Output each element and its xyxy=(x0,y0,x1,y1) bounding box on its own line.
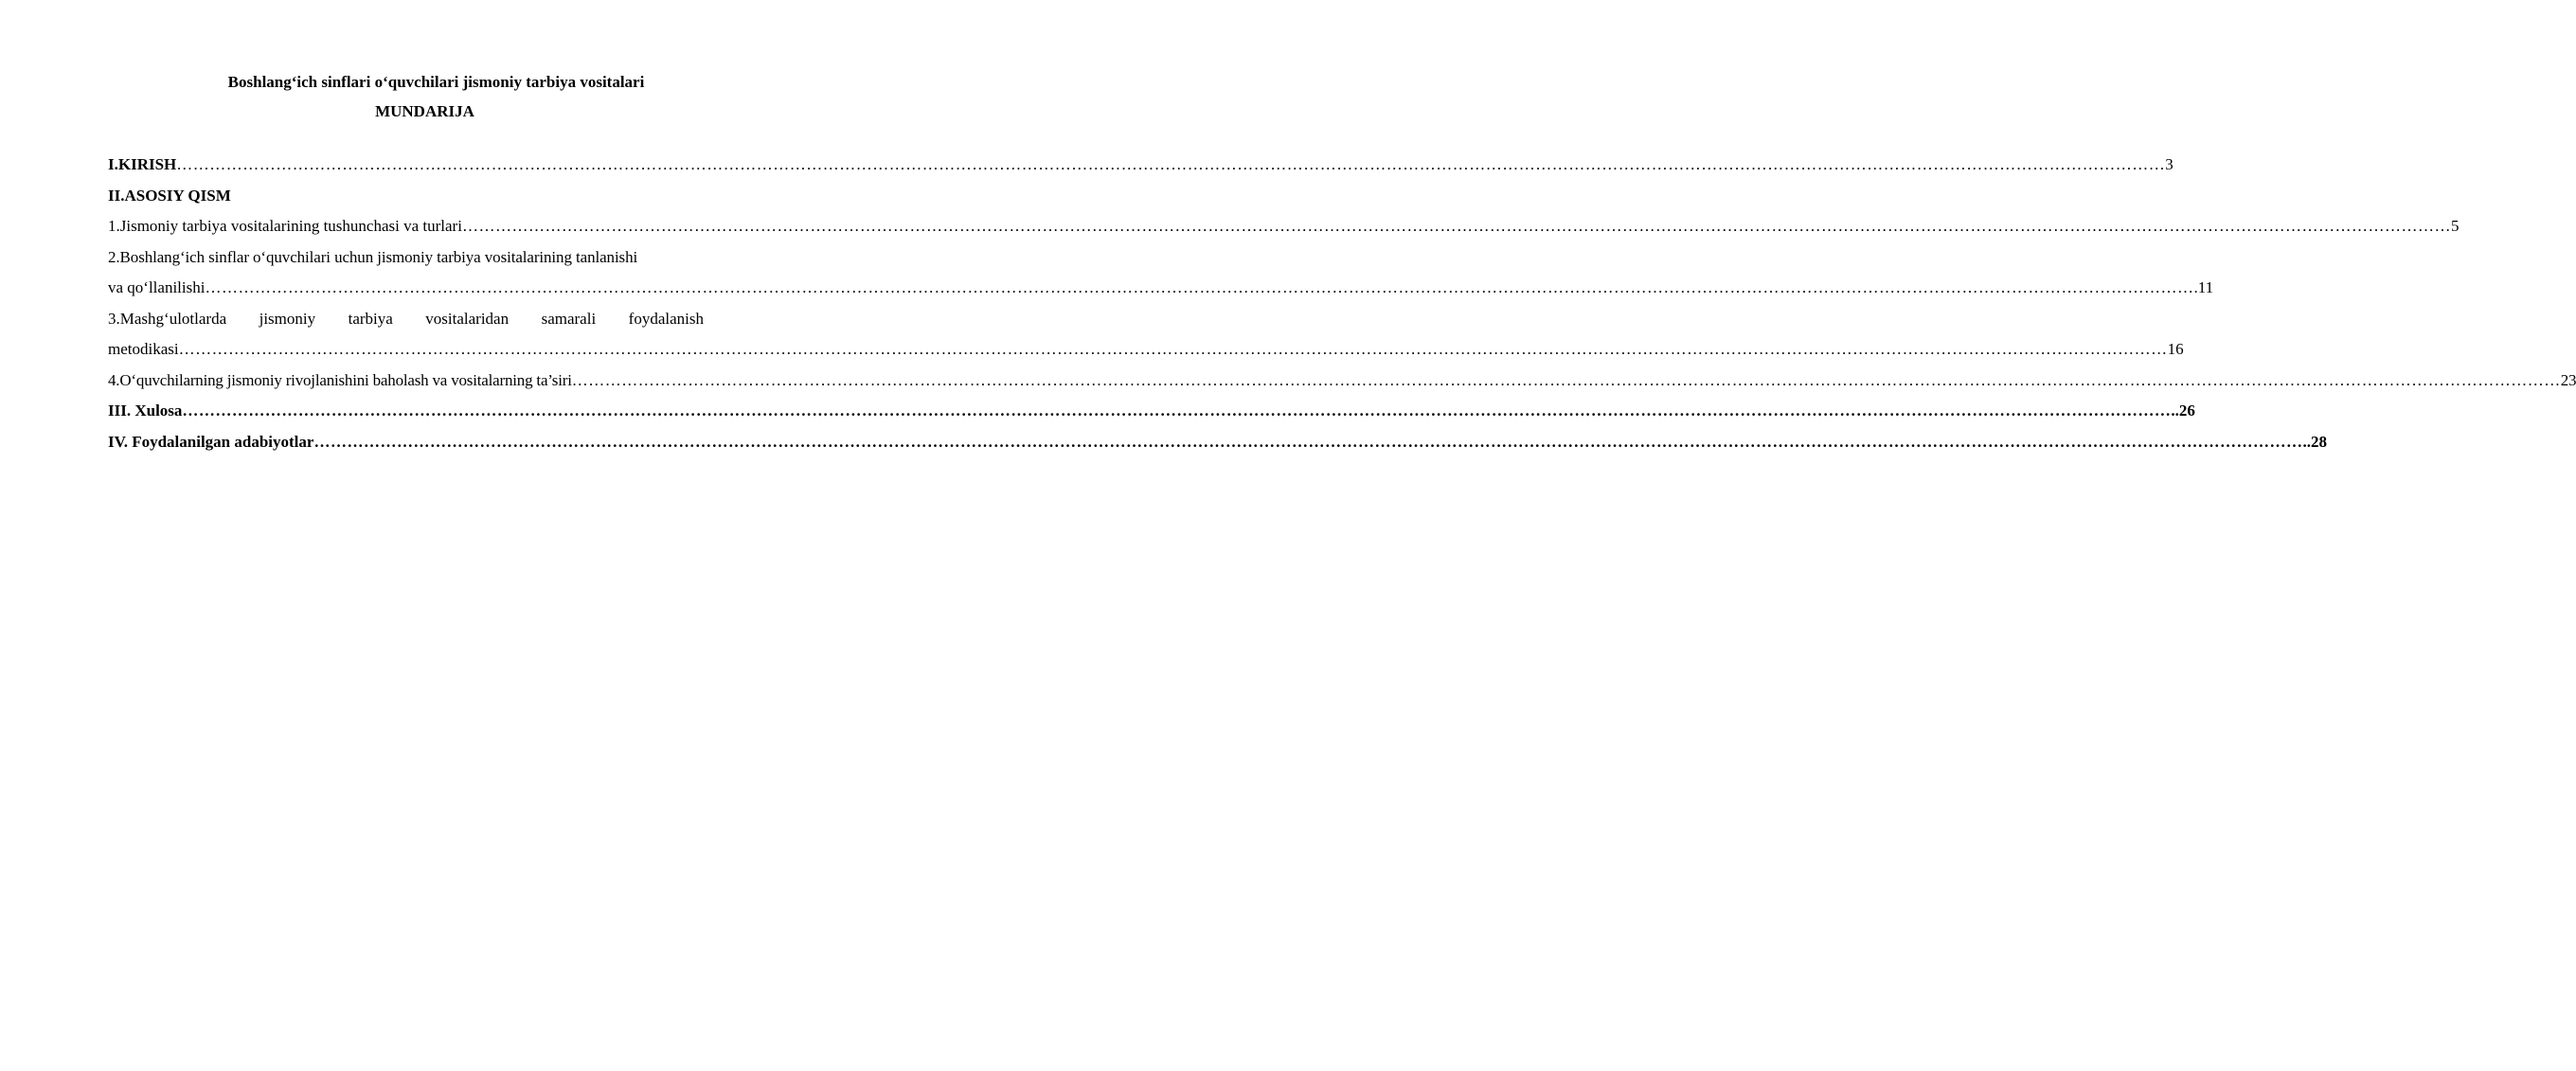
toc-leader-dots: ……………………………………………………………………………………………………………………………………………………………………………………………………………………………………………………………………………………………………………………………… xyxy=(461,217,2451,235)
toc-word: foydalanish xyxy=(628,309,704,328)
toc-entry-page: 5 xyxy=(2450,217,2460,235)
toc-entry-3 xyxy=(108,334,2184,366)
toc-word: vositalaridan xyxy=(425,309,510,328)
toc-word: jismoniy xyxy=(259,309,316,328)
toc-leader-dots: ……………………………………………………………………………………………………………………………………………………………………………………………………………………………………………………………………………………………………………………………… xyxy=(571,370,2561,389)
toc-section-main: II.ASOSIY QISM xyxy=(108,186,231,205)
toc-entry-page: 3 xyxy=(2165,155,2174,173)
toc-entry-page: ..28 xyxy=(2302,432,2327,451)
document-page xyxy=(108,68,2576,457)
toc-word: tarbiya xyxy=(348,309,393,328)
toc-leader-dots: ……………………………………………………………………………………………………………………………………………………………………………………………………………………………………………………………………………………………………………………………… xyxy=(182,402,2172,419)
toc-entry-page: 16 xyxy=(2167,340,2184,358)
toc-entry-label: va qo‘llanilishi xyxy=(108,278,206,296)
toc-entry-label: metodikasi xyxy=(108,340,179,358)
toc-entry-page: .11 xyxy=(2193,278,2214,296)
toc-leader-dots: ……………………………………………………………………………………………………………………………………………………………………………………………………………………………………………………………………………………………………………………………… xyxy=(313,432,2303,451)
contents-heading: MUNDARIJA xyxy=(375,102,474,120)
toc-entry-1 xyxy=(108,211,2460,242)
toc-entry-references xyxy=(108,427,2327,458)
toc-entry-page: ..26 xyxy=(2171,402,2195,419)
toc-entry-2 xyxy=(108,273,2214,304)
toc-entry-page: 23 xyxy=(2560,370,2576,389)
toc-entry-label: III. Xulosa xyxy=(108,402,183,419)
toc-entry-label: IV. Foydalanilgan adabiyotlar xyxy=(108,432,314,451)
toc-entry-2-line1: 2.Boshlang‘ich sinflar o‘quvchilari uchun jismoniy tarbiya vositalarining tanlanishi xyxy=(108,247,638,266)
toc-entry-label: 4.O‘quvchilarning jismoniy rivojlanishini baholash va vositalarning ta’siri xyxy=(108,370,572,389)
toc-entry-label: I.KIRISH xyxy=(108,155,177,173)
toc-entry-label: 1.Jismoniy tarbiya vositalarining tushunchasi va turlari xyxy=(108,217,462,235)
document-title: Boshlang‘ich sinflari o‘quvchilari jismoniy tarbiya vositalari xyxy=(227,73,645,91)
toc-leader-dots: ……………………………………………………………………………………………………………………………………………………………………………………………………………………………………………………………………………………………………………………………… xyxy=(176,155,2166,173)
toc-word: samarali xyxy=(541,309,597,328)
toc-leader-dots: ……………………………………………………………………………………………………………………………………………………………………………………………………………………………………………………………………………………………………………………………… xyxy=(178,340,2168,358)
toc-entry-conclusion xyxy=(108,396,2195,427)
toc-leader-dots: ……………………………………………………………………………………………………………………………………………………………………………………………………………………………………………………………………………………………………………………………… xyxy=(205,278,2194,296)
toc-word: 3.Mashg‘ulotlarda xyxy=(108,309,227,328)
toc-entry-3-line1 xyxy=(108,304,704,335)
toc-entry-4 xyxy=(108,366,2576,397)
table-of-contents xyxy=(108,150,2576,457)
toc-entry-intro xyxy=(108,150,2174,181)
